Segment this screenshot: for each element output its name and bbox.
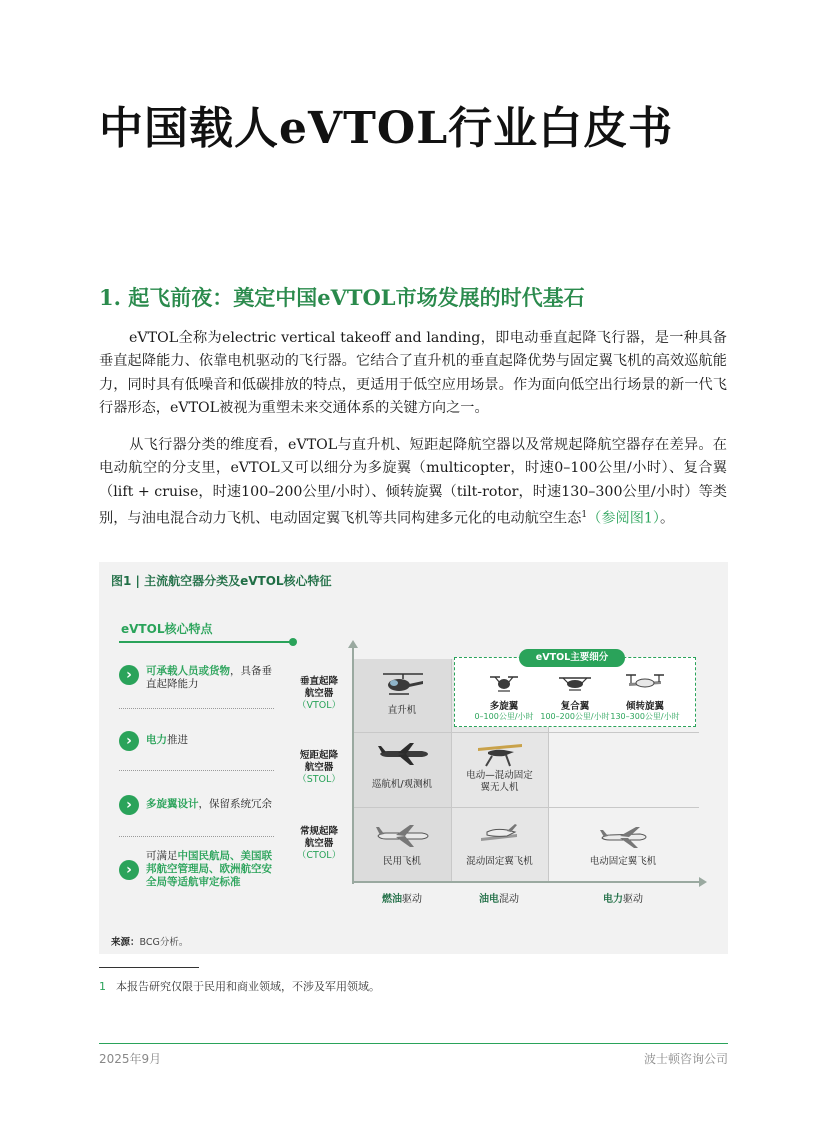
- chevron-right-icon: ›: [119, 665, 139, 685]
- airplane-icon: [376, 742, 430, 766]
- row-label-abbr: （CTOL）: [296, 850, 342, 861]
- airliner-icon: [374, 824, 430, 848]
- cell-label-helicopter: 直升机: [387, 705, 417, 716]
- feature-highlight: 中国民航局、美国联邦航空管理局、欧洲航空安全局等适航审定标准: [146, 850, 272, 888]
- x-axis: [352, 881, 700, 883]
- x-axis-arrow-icon: [699, 877, 707, 887]
- tilt-rotor-icon: [625, 671, 665, 695]
- matrix-gridline: [354, 807, 699, 808]
- paragraph-end: 。: [660, 510, 675, 527]
- footer-divider: [99, 1043, 728, 1044]
- feature-highlight: 多旋翼设计: [146, 798, 199, 810]
- feature-divider: [119, 708, 274, 709]
- column-label-highlight: 油电: [479, 894, 499, 905]
- feature-text: 推进: [167, 734, 188, 746]
- paragraph-intro-text: eVTOL全称为electric vertical takeoff and landing，即电动垂直起降飞行器，是一种具备垂直起降能力、依靠电机驱动的飞行器。它结合了直升机的垂直起降优势与固定翼飞机的高效巡航能力，同时具有低噪音和低碳排放的特点，更适用于低空应用场景。作为面向低空出行场景的新一代飞行器形态，eVTOL被视为重塑未来交通体系的关键方向之一。: [99, 330, 727, 416]
- figure-reference-link[interactable]: （参阅图1）: [587, 510, 660, 527]
- evtol-segment-badge: eVTOL主要细分: [519, 649, 625, 667]
- feature-highlight: 电力: [146, 734, 167, 746]
- uav-icon: [474, 738, 526, 768]
- column-label-text: 混动: [499, 894, 519, 905]
- source-label: 来源：: [111, 937, 140, 948]
- row-label-ctol: [289, 826, 349, 862]
- source-text: BCG分析。: [139, 937, 189, 948]
- figure-1: [99, 562, 728, 954]
- figure-source: [111, 934, 188, 948]
- footnote: [99, 978, 380, 994]
- segment-multicopter-speed: 0–100公里/小时: [474, 712, 534, 721]
- footnote-text: 本报告研究仅限于民用和商业领域，不涉及军用领域。: [116, 980, 380, 993]
- column-label-highlight: 电力: [603, 894, 623, 905]
- feature-divider: [119, 836, 274, 837]
- y-axis-arrow-icon: [348, 640, 358, 648]
- feature-prefix: 可满足: [146, 850, 178, 862]
- segment-tilt-rotor-name: 倾转旋翼: [625, 701, 664, 712]
- segment-lift-cruise-name: 复合翼: [560, 701, 590, 712]
- column-label-hybrid: [449, 890, 549, 905]
- segment-multicopter-name: 多旋翼: [489, 701, 519, 712]
- column-label-highlight: 燃油: [382, 894, 402, 905]
- matrix-gridline: [354, 732, 699, 733]
- paragraph-classification: [99, 434, 727, 531]
- feature-text: ，具备垂直起降能力: [146, 665, 272, 690]
- features-underline: [119, 641, 293, 643]
- features-title: eVTOL核心特点: [121, 622, 213, 636]
- multicopter-icon: [486, 671, 522, 695]
- footer-date: 2025年9月: [99, 1052, 162, 1066]
- feature-highlight: 可承载人员或货物: [146, 665, 230, 677]
- document-title: 中国载人eVTOL行业白皮书: [99, 103, 674, 154]
- paragraph-intro: [99, 327, 727, 420]
- column-label-fuel: [352, 890, 452, 905]
- feature-item-multirotor: [119, 795, 279, 817]
- cell-label-hybrid-uav: [451, 770, 548, 794]
- row-label-stol: [289, 750, 349, 786]
- feature-divider: [119, 770, 274, 771]
- cell-label-text: 电动—混动固定翼无人机: [466, 770, 533, 793]
- column-label-text: 驱动: [402, 894, 422, 905]
- column-label-electric: [573, 890, 673, 905]
- section-heading: 1. 起飞前夜：奠定中国eVTOL市场发展的时代基石: [99, 285, 585, 310]
- cell-label-patrol: 巡航机/观测机: [371, 779, 433, 790]
- footnote-marker[interactable]: 1: [581, 509, 588, 520]
- lift-cruise-icon: [557, 671, 593, 695]
- row-label-name: 垂直起降航空器: [299, 676, 338, 699]
- row-label-abbr: （STOL）: [297, 774, 341, 785]
- helicopter-icon: [381, 670, 425, 698]
- segment-tilt-rotor-speed: 130–300公里/小时: [610, 712, 680, 721]
- column-label-text: 驱动: [623, 894, 643, 905]
- chevron-right-icon: ›: [119, 731, 139, 751]
- footer-organization: 波士顿咨询公司: [643, 1052, 728, 1066]
- segment-lift-cruise-speed: 100–200公里/小时: [540, 712, 610, 721]
- small-plane-icon: [477, 822, 521, 850]
- feature-text: ，保留系统冗余: [198, 798, 272, 810]
- chevron-right-icon: ›: [119, 860, 139, 880]
- cell-label-civil: 民用飞机: [382, 856, 421, 867]
- electric-plane-icon: [596, 824, 652, 850]
- row-label-vtol: [289, 676, 349, 712]
- features-underline-dot: [289, 638, 297, 646]
- feature-item-electric: [119, 731, 279, 753]
- chevron-right-icon: ›: [119, 795, 139, 815]
- figure-title: 图1 | 主流航空器分类及eVTOL核心特征: [111, 574, 332, 588]
- row-label-name: 常规起降航空器: [299, 826, 338, 849]
- feature-item-cargo: [119, 665, 279, 695]
- row-label-name: 短距起降航空器: [299, 750, 338, 773]
- y-axis: [352, 647, 354, 884]
- cell-label-hybrid-fixed: 混动固定翼飞机: [466, 856, 533, 867]
- row-label-abbr: （VTOL）: [296, 700, 342, 711]
- feature-item-certification: [119, 850, 279, 890]
- cell-label-electric-fixed: 电动固定翼飞机: [589, 856, 657, 867]
- footnote-divider: [99, 967, 199, 968]
- footnote-number: 1: [99, 980, 106, 993]
- paragraph-classification-text: 从飞行器分类的维度看，eVTOL与直升机、短距起降航空器以及常规起降航空器存在差异。在电动航空的分支里，eVTOL又可以细分为多旋翼（multicopter，时速0–100公里/小时）、复合翼（lift + cruise，时速100–200公里/小时）、倾转旋翼（tilt-rotor，时速130–300公里/小时）等类别，与油电混合动力飞机、电动固定翼飞机等共同构建多元化的电动航空生态: [99, 437, 727, 527]
